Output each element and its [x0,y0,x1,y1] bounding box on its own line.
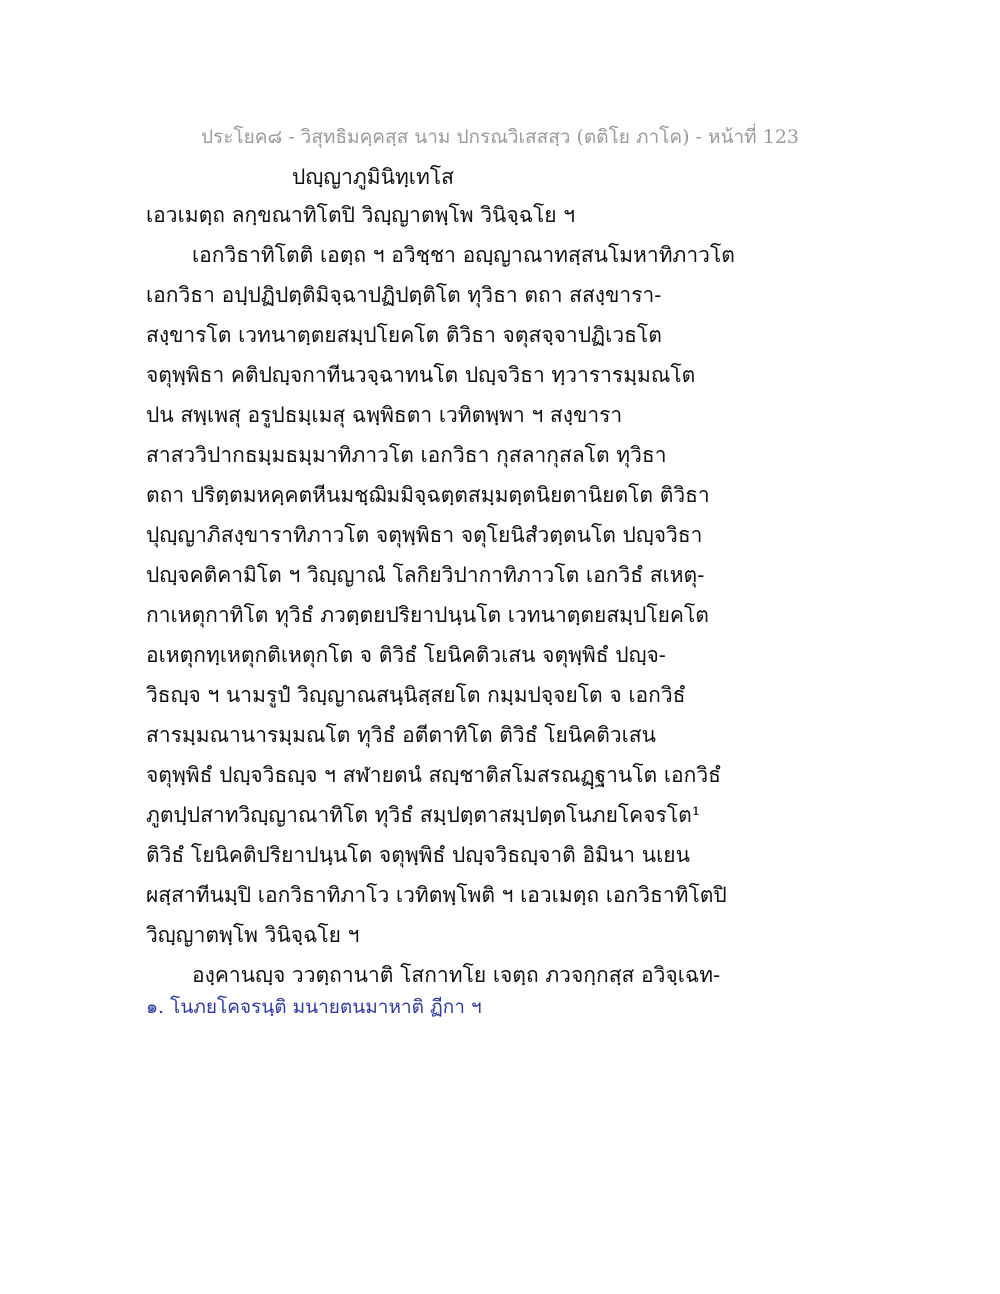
running-header: ประโยค๘ - วิสุทธิมคฺคสฺส นาม ปกรณวิเสสสฺว (ตติโย ภาโค) - หน้าที่ 123 [200,126,800,148]
text-line: ผสฺสาทีนมฺปิ เอกวิธาทิภาโว เวทิตพฺโพติ ฯ เอวเมตฺถ เอกวิธาทิโตปิ [146,883,727,907]
text-line: สงฺขารโต เวทนาตฺตยสมฺปโยคโต ติวิธา จตุสจฺจาปฏิเวธโต [146,323,662,347]
section-heading: ปญฺญาภูมินิทฺเทโส [292,165,454,189]
text-line: ติวิธํ โยนิคติปริยาปนฺนโต จตุพฺพิธํ ปญฺจวิธญฺจาติ อิมินา นเยน [146,843,690,867]
body-text [146,200,846,1000]
text-line: ปน สพฺเพสุ อรูปธมฺเมสุ ฉพฺพิธตา เวทิตพฺพา ฯ สงฺขารา [146,403,623,427]
text-line: เอกวิธา อปฺปฏิปตฺติมิจฺฉาปฏิปตฺติโต ทุวิธา ตถา สสงฺขารา- [146,283,662,307]
text-line: สารมฺมณานารมฺมณโต ทุวิธํ อตีตาทิโต ติวิธํ โยนิคติวเสน [146,723,656,747]
text-line: วิธญฺจ ฯ นามรูปํ วิญฺญาณสนฺนิสฺสยโต กมฺมปจฺจยโต จ เอกวิธํ [146,683,686,707]
text-line: จตุพฺพิธํ ปญฺจวิธญฺจ ฯ สฬายตนํ สญฺชาติสโมสรณฏฺฐานโต เอกวิธํ [146,763,721,787]
text-line: อเหตุกทฺเหตุกติเหตุกโต จ ติวิธํ โยนิคติวเสน จตุพฺพิธํ ปญฺจ- [146,643,666,667]
text-line: วิญฺญาตพฺโพ วินิจฺฉโย ฯ [146,923,360,947]
text-line: ภูตปฺปสาทวิญฺญาณาทิโต ทุวิธํ สมฺปตฺตาสมฺปตฺตโนภยโคจรโต¹ [146,803,701,827]
text-line: สาสววิปากธมฺมธมฺมาทิภาวโต เอกวิธา กุสลากุสลโต ทุวิธา [146,443,667,467]
text-line: จตุพฺพิธา คติปญฺจกาทีนวจฺฉาทนโต ปญฺจวิธา ทฺวารารมฺมณโต [146,363,696,387]
text-line: กาเหตุกาทิโต ทุวิธํ ภวตฺตยปริยาปนฺนโต เวทนาตฺตยสมฺปโยคโต [146,603,709,627]
footnote: ๑. โนภยโคจรนฺติ มนายตนมาหาติ ฏีกา ฯ [146,996,482,1018]
text-line: ปุญฺญาภิสงฺขาราทิภาวโต จตุพฺพิธา จตุโยนิสํวตฺตนโต ปญฺจวิธา [146,523,703,547]
text-line: องฺคานญฺจ ววตฺถานาติ โสกาทโย เจตฺถ ภวจกฺกสฺส อวิจฺเฉท- [192,963,721,987]
text-line: เอกวิธาทิโตติ เอตฺถ ฯ อวิชฺชา อญฺญาณาทสฺสนโมหาทิภาวโต [192,243,735,267]
text-line: เอวเมตฺถ ลกฺขณาทิโตปิ วิญฺญาตพฺโพ วินิจฺฉโย ฯ [146,203,576,227]
text-line: ตถา ปริตฺตมหคฺคตหีนมชฺฌิมมิจฺฉตฺตสมฺมตฺตนิยตานิยตโต ติวิธา [146,483,710,507]
text-line: ปญฺจคติคามิโต ฯ วิญฺญาณํ โลกิยวิปากาทิภาวโต เอกวิธํ สเหตุ- [146,563,705,587]
